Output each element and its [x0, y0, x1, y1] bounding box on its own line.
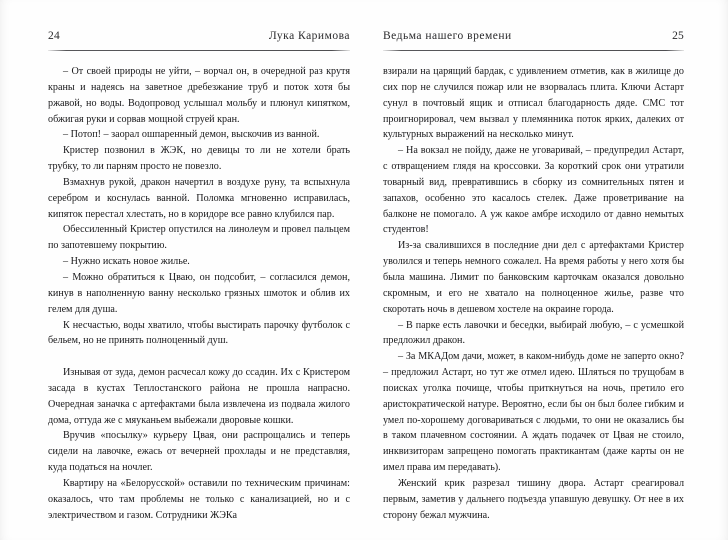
paragraph: – Нужно искать новое жилье. [63, 256, 190, 268]
running-head-right [383, 30, 684, 47]
body-text-right [383, 64, 684, 523]
body-text-left [48, 64, 350, 523]
running-head-author: Лука Каримова [268, 30, 350, 42]
page-left-content [48, 30, 350, 524]
paragraph: – Потоп! – заорал ошпаренный демон, выскочив из ванной. [63, 129, 320, 141]
paragraph: – В парке есть лавочки и беседки, выбирай любую, – с усмешкой предложил дракон. [383, 319, 684, 347]
paragraph: Женский крик разрезал тишину двора. Астарт среагировал первым, заметив у дальнего подъезда упавшую девушку. От нее в их сторону бежал мужчина. [383, 477, 684, 521]
paragraph: Вручив «посылку» курьеру Цвая, они распрощались и теперь сидели на лавочке, ежась от вечерней прохлады и не представляя, куда податься на ночлег. [48, 430, 350, 474]
page-number-left: 24 [48, 30, 60, 42]
paragraph: К несчастью, воды хватило, чтобы выстирать парочку футболок с бельем, но не принять полноценный душ. [48, 319, 350, 347]
paragraph: Кристер позвонил в ЖЭК, но девицы то ли не хотели брать трубку, то ли парням просто не повезло. [48, 145, 350, 173]
paragraph: – За МКАДом дачи, может, в каком-нибудь доме не заперто окно? – предложил Астарт, но тут же отмел идею. Шляться по трущобам в поисках уголка почище, чтобы приткнуться на ночь, претило его аристократической натуре. Вероятно, если бы он был более гибким и умел по-хорошему договариваться с людьми, то они не оказались бы в таком плачевном состоянии. А ждать подачек от Цвая не стоило, инквизиторам запрещено помогать практикантам (даже карты он не имел права им передавать). [383, 351, 684, 474]
paragraph: взирали на царящий бардак, с удивлением отметив, как в жилище до сих пор не случился пожар или не взорвалась плита. Ключи Астарт сунул в почтовый ящик и отписал благодарность дяде. СМС тот проигнорировал, чем вызвал у племянника поток ярких, далеких от культурных выражений на несколько минут. [383, 66, 684, 141]
paragraph: – На вокзал не пойду, даже не уговаривай, – предупредил Астарт, с отвращением глядя на кроссовки. За короткий срок они утратили товарный вид, превратившись в сборку из сомнительных пятен и запахов, особенно это касалось стелек. Даже проветривание на балконе не помогало. А уж какое амбре исходило от давно немытых студентов! [383, 145, 684, 236]
page-number-right: 25 [672, 30, 684, 42]
running-head-left [48, 30, 350, 47]
scene-break [48, 349, 350, 365]
paragraph: Из-за свалившихся в последние дни дел с артефактами Кристер уволился и теперь немного сожалел. На время работы у него хотя бы была машина. Лимит по банковским карточкам оказался довольно скромным, и его не хватало на полноценное жилье, разве что скоротать ночь в дешевом хостеле на окраине города. [383, 240, 684, 315]
paragraph: – Можно обратиться к Цваю, он подсобит, – согласился демон, кинув в наполненную ванну несколько грязных шмоток и облив их гелем для душа. [48, 271, 350, 315]
paragraph: Изнывая от зуда, демон расчесал кожу до ссадин. Их с Кристером засада в кустах Теплостанского района не прошла напрасно. Очередная заначка с артефактами была извлечена из подвала жилого дома, оттуда же с мяуканьем выбежали дворовые кошки. [48, 366, 350, 426]
running-head-title: Ведьма нашего времени [383, 30, 512, 42]
header-rule-right [383, 50, 684, 51]
paragraph: – От своей природы не уйти, – ворчал он, в очередной раз крутя краны и надеясь на заветное дребезжание труб и поток хотя бы ржавой, но воды. Водопровод услышал мольбу и плюнул кипятком, обжигая руки и сорвав мощной струей кран. [48, 66, 350, 125]
page-right [364, 0, 728, 540]
paragraph: Взмахнув рукой, дракон начертил в воздухе руну, та вспыхнула серебром и коснулась ванной. Поломка мгновенно исправилась, кипяток перестал хлестать, но в коридоре все равно клубился пар. [48, 176, 350, 220]
paragraph: Квартиру на «Белорусской» оставили по техническим причинам: оказалось, что там проблемы не только с канализацией, но и с электричеством и газом. Сотрудники ЖЭКа [48, 477, 350, 521]
page-right-content [383, 30, 684, 524]
paragraph: Обессиленный Кристер опустился на линолеум и провел пальцем по запотевшему покрытию. [48, 224, 350, 252]
header-rule-left [48, 50, 350, 51]
